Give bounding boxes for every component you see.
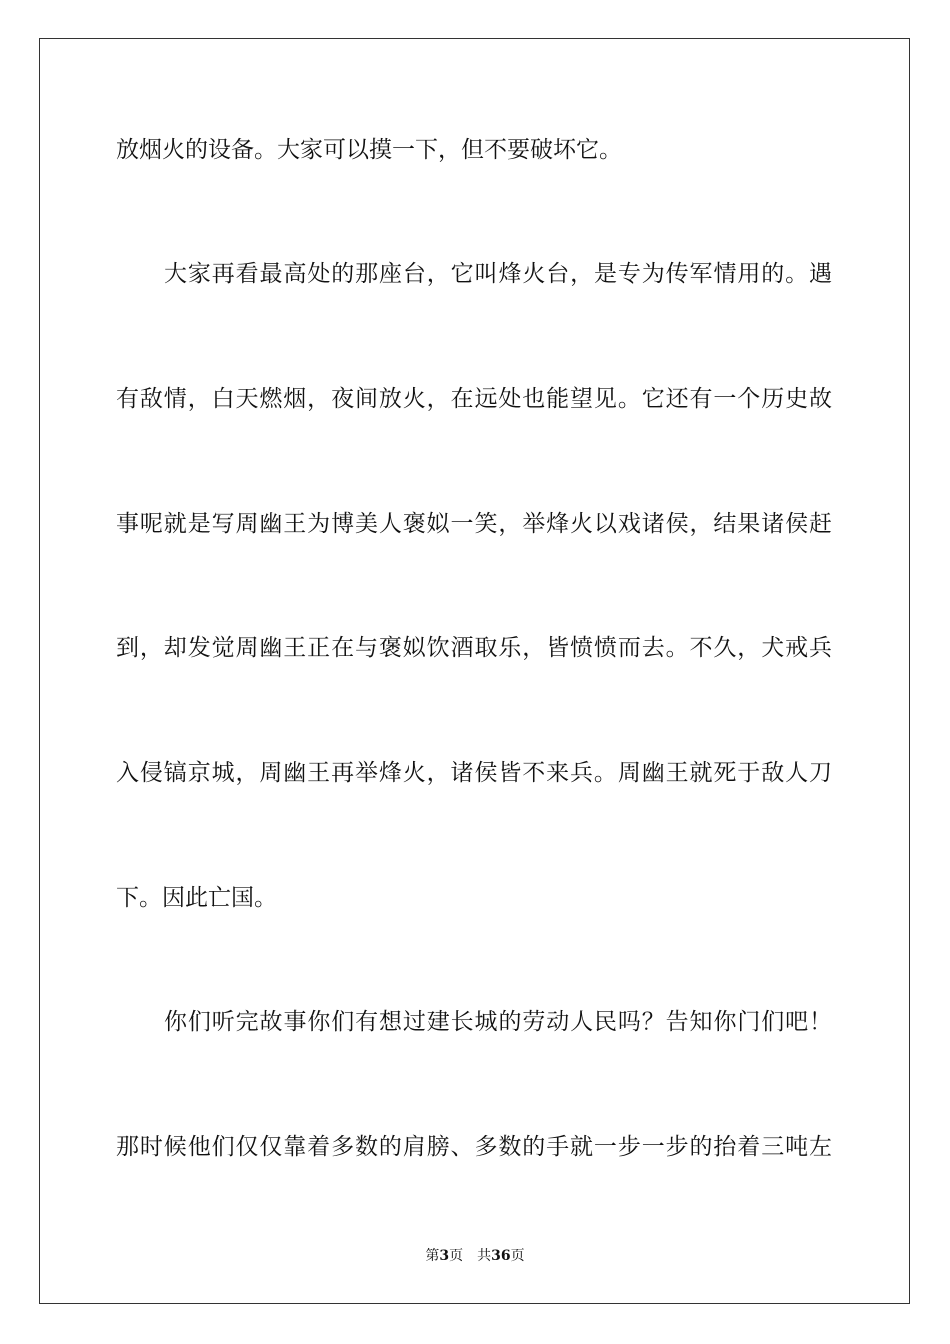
text-line-3: 有敌情，白天燃烟，夜间放火，在远处也能望见。它还有一个历史故 — [116, 386, 832, 412]
page-border — [39, 38, 910, 1304]
footer-page-suffix: 页 — [449, 1248, 464, 1264]
footer-total-pages: 36 — [491, 1248, 511, 1264]
text-line-1: 放烟火的设备。大家可以摸一下，但不要破坏它。 — [116, 137, 622, 163]
text-line-7: 下。因此亡国。 — [116, 885, 277, 911]
text-line-2: 大家再看最高处的那座台，它叫烽火台，是专为传军情用的。遇 — [164, 261, 832, 287]
footer-total-prefix: 共 — [477, 1248, 492, 1264]
text-line-6: 入侵镐京城，周幽王再举烽火，诸侯皆不来兵。周幽王就死于敌人刀 — [116, 760, 832, 786]
text-line-8: 你们听完故事你们有想过建长城的劳动人民吗？告知你门们吧！ — [164, 1009, 832, 1035]
footer-total-suffix: 页 — [510, 1248, 525, 1264]
footer-page-number: 3 — [439, 1248, 450, 1264]
text-line-5: 到，却发觉周幽王正在与褒姒饮酒取乐，皆愤愤而去。不久，犬戒兵 — [116, 635, 832, 661]
text-line-9: 那时候他们仅仅靠着多数的肩膀、多数的手就一步一步的抬着三吨左 — [116, 1134, 832, 1160]
text-line-4: 事呢就是写周幽王为博美人褒姒一笑，举烽火以戏诸侯，结果诸侯赶 — [116, 511, 832, 537]
page-footer — [0, 1246, 950, 1266]
footer-page-prefix: 第 — [425, 1248, 440, 1264]
